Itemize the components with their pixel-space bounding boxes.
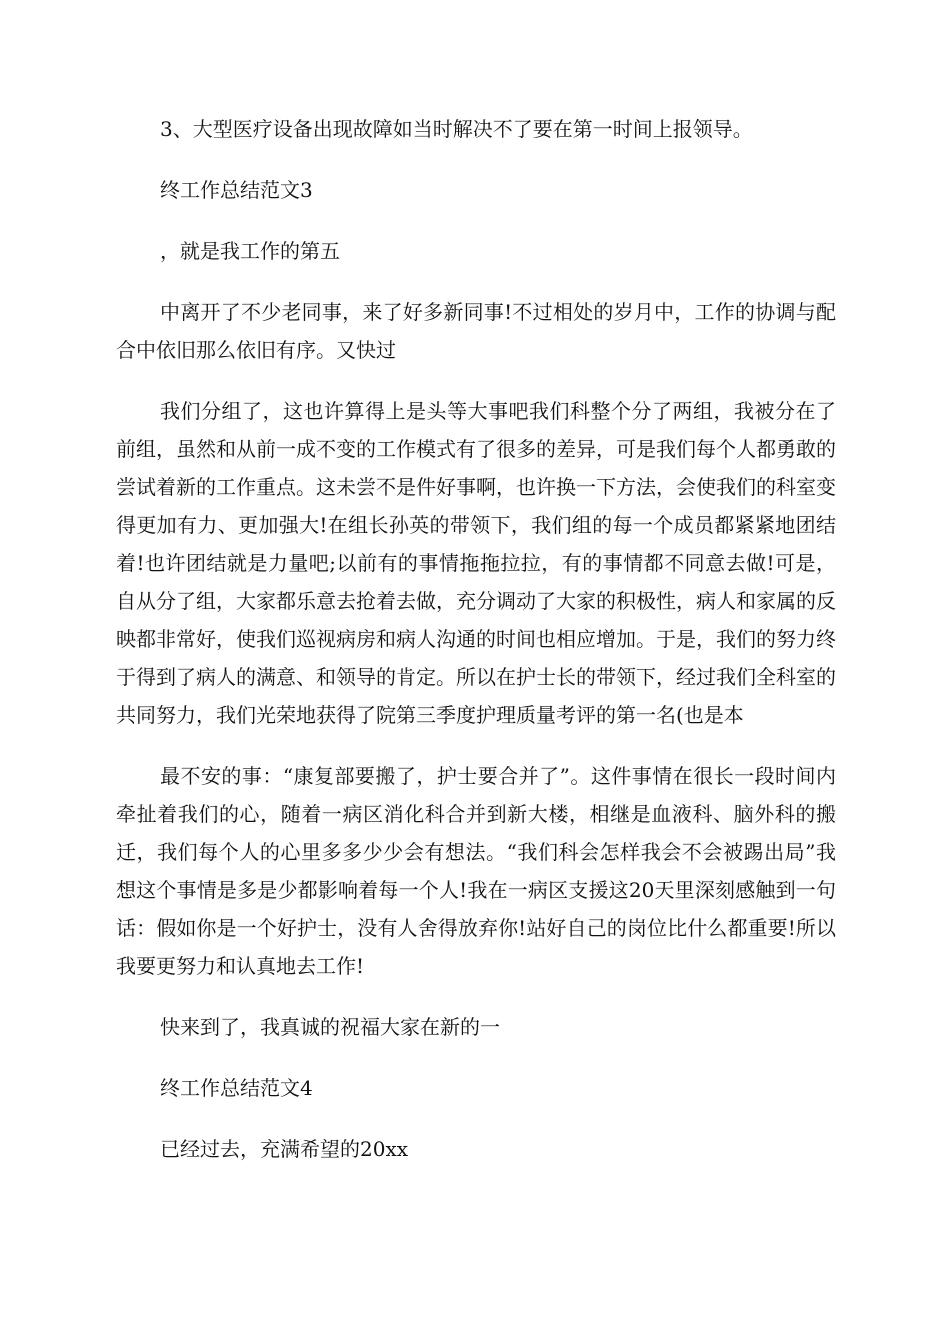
paragraph: 快来到了，我真诚的祝福大家在新的一 (160, 1015, 500, 1039)
paragraph: 已经过去，充满希望的20xx (160, 1137, 409, 1161)
paragraph: 3、大型医疗设备出现故障如当时解决不了要在第一时间上报领导。 (160, 117, 753, 141)
paragraph: 最不安的事：“康复部要搬了，护士要合并了”。这件事情在很长一段时间内牵扯着我们的心，随着一病区消化科合并到新大楼，相继是血液科、脑外科的搬迁，我们每个人的心里多多少少会有想法。“我们科会怎样我会不会被踢出局”我想这个事情是多是少都影响着每一个人!我在一病区支援这20天里深刻感触到一句话：假如你是一个好护士，没有人舍得放弃你!站好自己的岗位比什么都重要!所以我要更努力和认真地去工作! (116, 764, 836, 978)
section-heading: 终工作总结范文3 (160, 178, 313, 202)
paragraph: ，就是我工作的第五 (160, 239, 340, 263)
section-heading: 终工作总结范文4 (160, 1076, 313, 1100)
paragraph: 我们分组了，这也许算得上是头等大事吧我们科整个分了两组，我被分在了前组，虽然和从前一成不变的工作模式有了很多的差异，可是我们每个人都勇敢的尝试着新的工作重点。这未尝不是件好事啊，也许换一下方法，会使我们的科室变得更加有力、更加强大!在组长孙英的带领下，我们组的每一个成员都紧紧地团结着!也许团结就是力量吧;以前有的事情拖拖拉拉，有的事情都不同意去做!可是，自从分了组，大家都乐意去抢着去做，充分调动了大家的积极性，病人和家属的反映都非常好，使我们巡视病房和病人沟通的时间也相应增加。于是，我们的努力终于得到了病人的满意、和领导的肯定。所以在护士长的带领下，经过我们全科室的共同努力，我们光荣地获得了院第三季度护理质量考评的第一名(也是本 (116, 399, 836, 727)
paragraph: 中离开了不少老同事，来了好多新同事!不过相处的岁月中，工作的协调与配合中依旧那么依旧有序。又快过 (116, 300, 836, 362)
document-body (116, 110, 836, 1191)
